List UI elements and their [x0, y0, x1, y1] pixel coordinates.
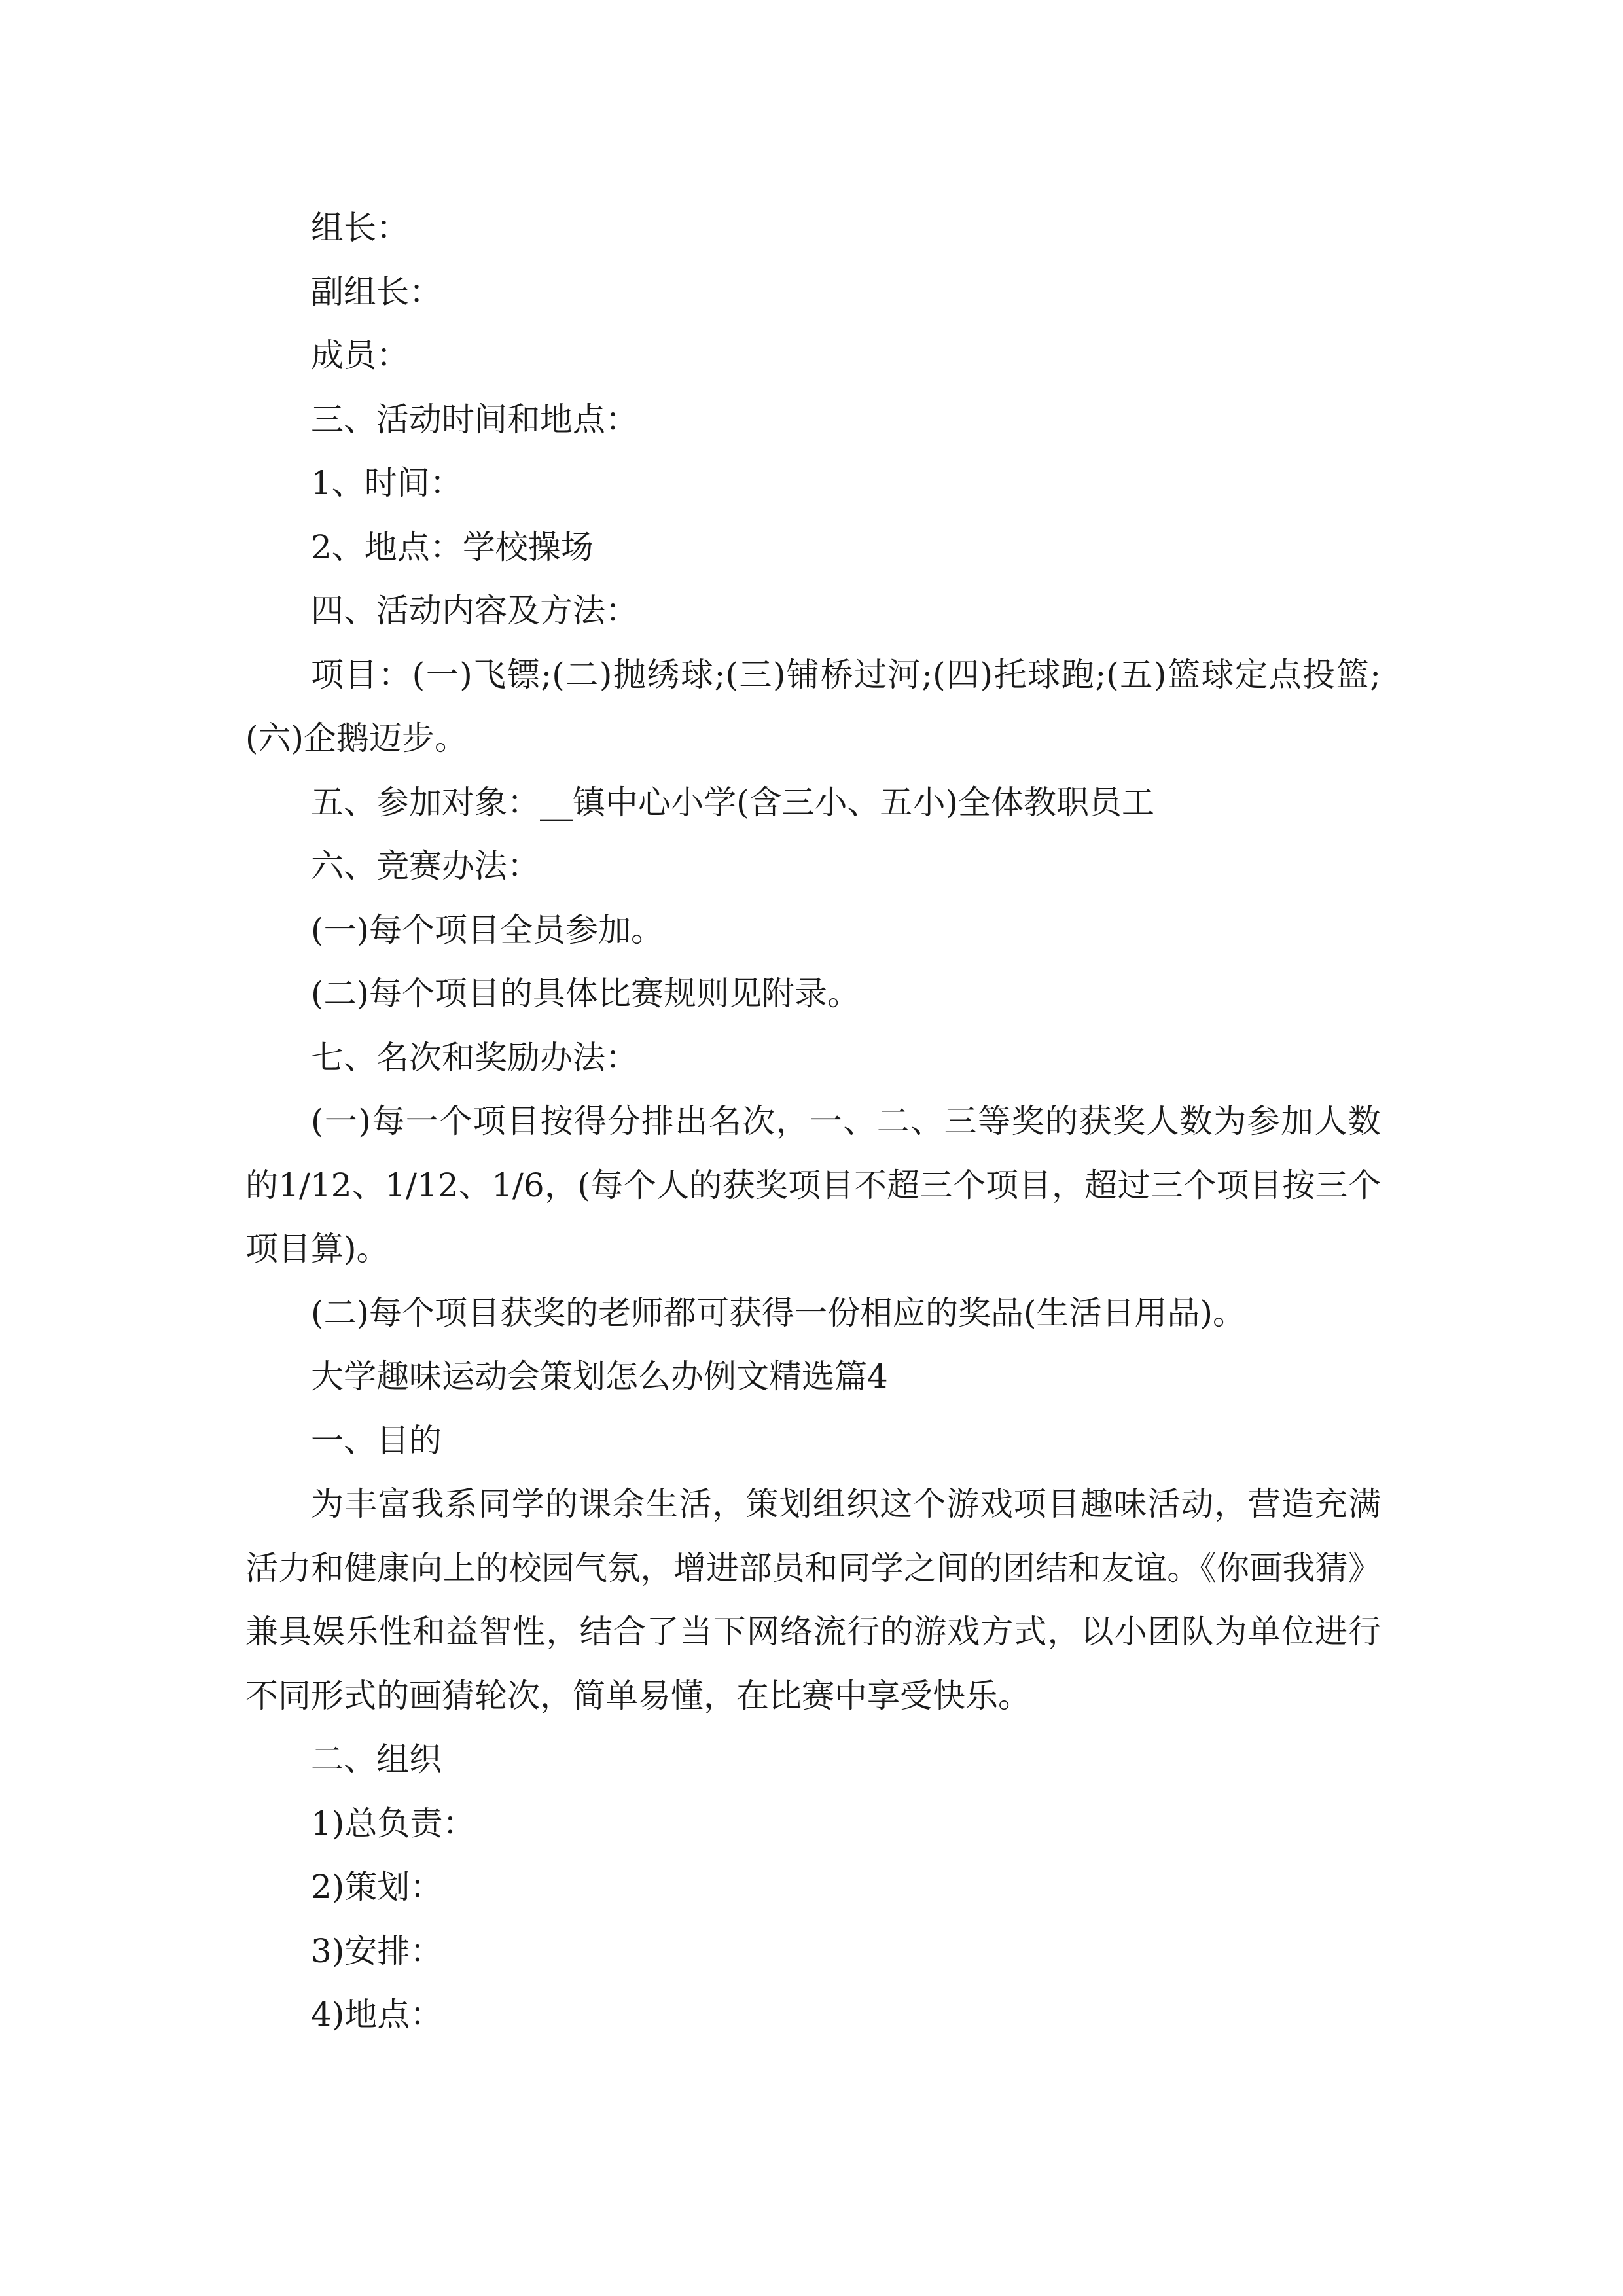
document-body: [245, 196, 1381, 2047]
section-heading-ranking-awards: 七、名次和奖励办法：: [311, 1038, 638, 1077]
section-heading-content-method: 四、活动内容及方法：: [311, 592, 638, 630]
section-heading-organization: 二、组织: [311, 1740, 442, 1778]
section-heading-purpose: 一、目的: [311, 1421, 442, 1460]
paragraph-place: 2、地点：学校操场: [311, 528, 594, 566]
paragraph-award-2: (二)每个项目获奖的老师都可获得一份相应的奖品(生活日用品)。: [311, 1293, 1246, 1332]
paragraph-leader: 组长：: [311, 209, 409, 247]
paragraph-events: 项目：(一)飞镖;(二)抛绣球;(三)铺桥过河;(四)托球跑;(五)篮球定点投篮;(六)企鹅迈步。: [245, 655, 1381, 757]
paragraph-arrangement: 3)安排：: [311, 1931, 443, 1970]
paragraph-purpose: 为丰富我系同学的课余生活，策划组织这个游戏项目趣味活动，营造充满活力和健康向上的校园气氛，增进部员和同学之间的团结和友谊。《你画我猜》兼具娱乐性和益智性，结合了当下网络流行的游戏方式，以小团队为单位进行不同形式的画猜轮次，简单易懂，在比赛中享受快乐。: [245, 1485, 1381, 1715]
paragraph-overall-lead: 1)总负责：: [311, 1804, 476, 1842]
paragraph-time: 1、时间：: [311, 464, 463, 502]
section-heading-competition-rules: 六、竞赛办法：: [311, 847, 540, 885]
section-heading-time-place: 三、活动时间和地点：: [311, 400, 638, 439]
paragraph-members: 成员：: [311, 336, 409, 374]
paragraph-rule-2: (二)每个项目的具体比赛规则见附录。: [311, 975, 861, 1013]
paragraph-participants: 五、参加对象：__镇中心小学(含三小、五小)全体教职员工: [311, 783, 1155, 821]
paragraph-award-1: (一)每一个项目按得分排出名次，一、二、三等奖的获奖人数为参加人数的1/12、1/12、1/6，(每个人的获奖项目不超三个项目，超过三个项目按三个项目算)。: [245, 1102, 1381, 1268]
paragraph-deputy-leader: 副组长：: [311, 272, 442, 311]
paragraph-rule-1: (一)每个项目全员参加。: [311, 910, 664, 949]
paragraph-planning: 2)策划：: [311, 1868, 443, 1906]
paragraph-location: 4)地点：: [311, 1996, 443, 2034]
article-title: 大学趣味运动会策划怎么办例文精选篇4: [311, 1357, 888, 1395]
